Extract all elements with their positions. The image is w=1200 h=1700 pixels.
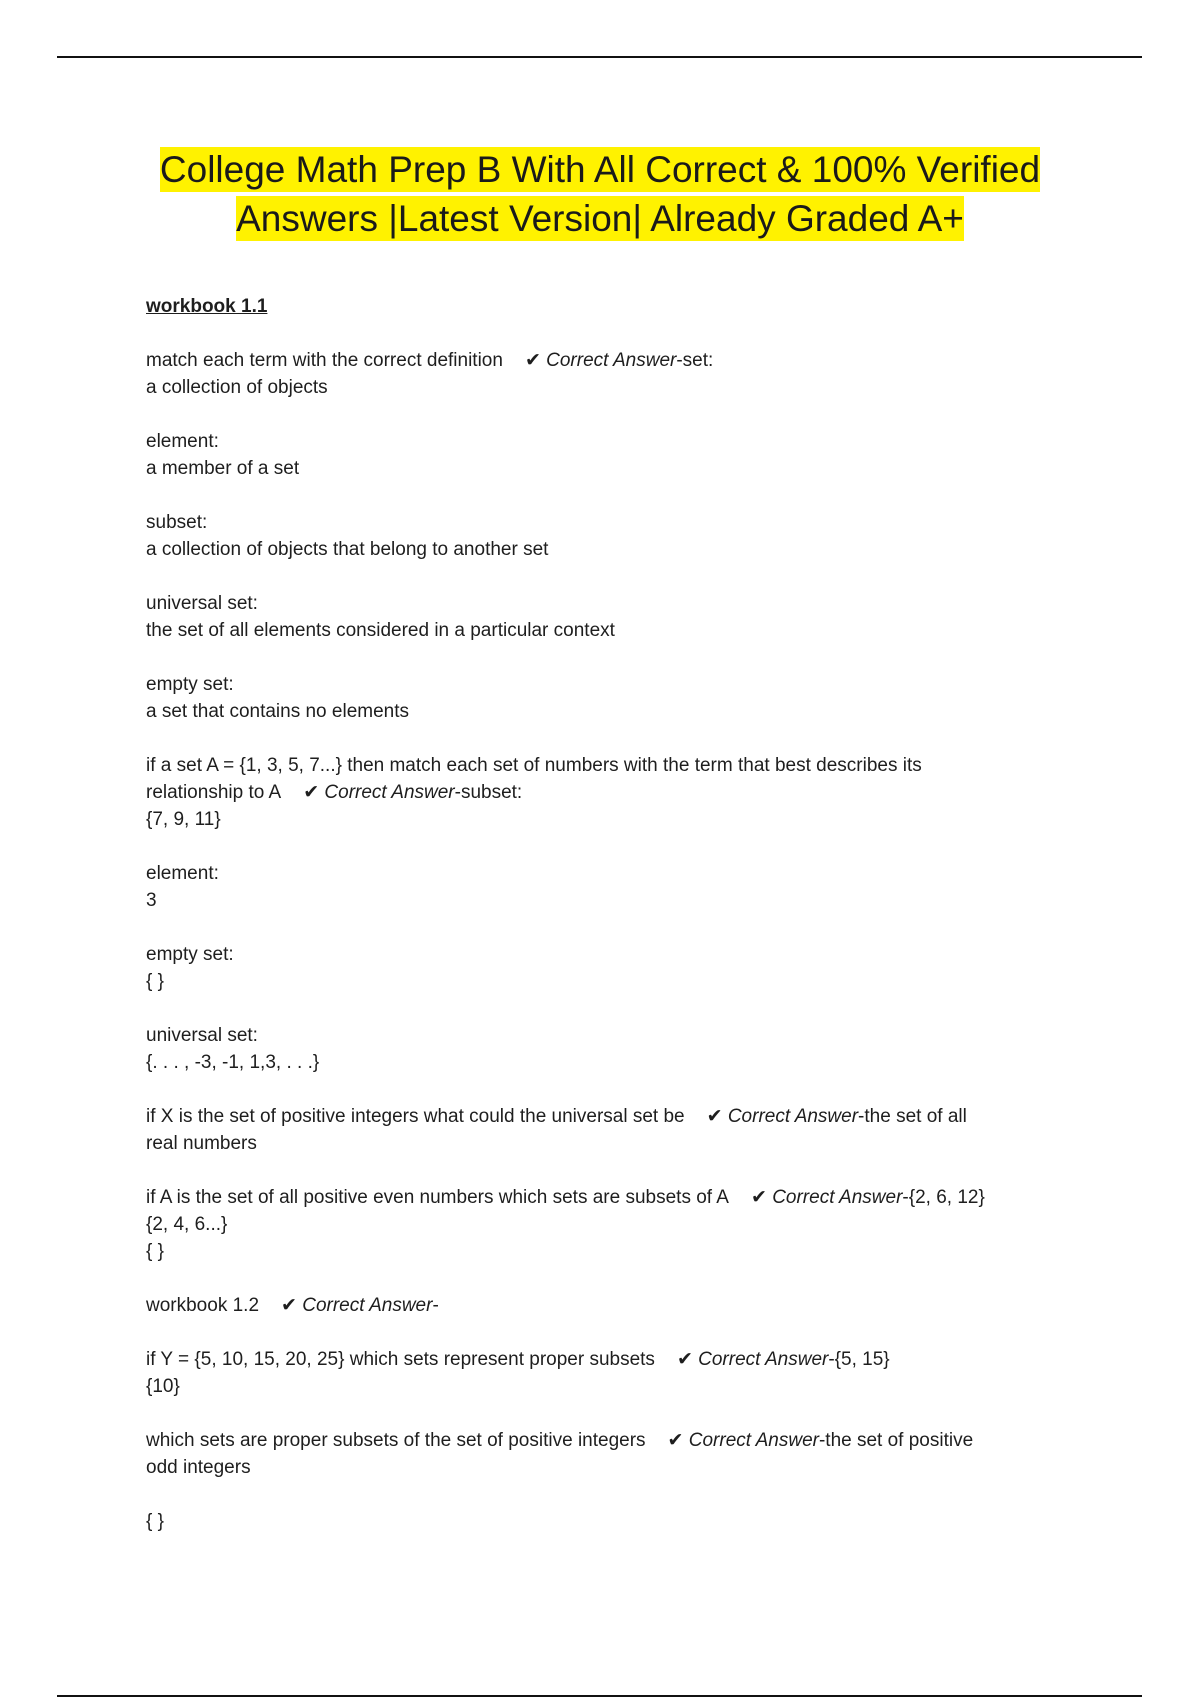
answer-line: {10} [146,1376,180,1397]
bottom-rule [57,1695,1142,1697]
answer-text: - [432,1295,439,1316]
checkmark-icon: ✔ [706,1106,723,1127]
title-line-2: Answers |Latest Version| Already Graded A+ [236,198,964,239]
question-text-cont: relationship to A [146,782,282,803]
answer-text: -the set of positive [818,1430,974,1451]
qa-block-1-term [146,671,1046,725]
trailing-line [146,1508,1046,1535]
answer-line: { } [146,1511,164,1532]
checkmark-icon: ✔ [750,1187,767,1208]
section-heading-text: workbook 1.1 [146,296,268,317]
title-line-1: College Math Prep B With All Correct & 100% Verified [159,149,1041,190]
answer-line: {2, 4, 6...} [146,1214,228,1235]
term-value: {. . . , -3, -1, 1,3, . . .} [146,1052,320,1073]
qa-block-5 [146,1292,1046,1319]
qa-block-2-term [146,860,1046,914]
term-value: 3 [146,890,157,911]
term-label: universal set: [146,1025,258,1046]
qa-block-2-term [146,1022,1046,1076]
answer-line: {7, 9, 11} [146,809,221,830]
answer-text: -set: [676,350,714,371]
term-definition: a member of a set [146,458,300,479]
checkmark-icon: ✔ [303,782,320,803]
term-label: empty set: [146,674,234,695]
correct-answer-label: Correct Answer [302,1295,433,1316]
checkmark-icon: ✔ [524,350,541,371]
question-text: which sets are proper subsets of the set of positive integers [146,1430,646,1451]
qa-block-2 [146,752,1046,833]
qa-block-4 [146,1184,1046,1265]
qa-block-2-term [146,941,1046,995]
answer-line: odd integers [146,1457,251,1478]
question-text: if A is the set of all positive even numbers which sets are subsets of A [146,1187,729,1208]
correct-answer-label: Correct Answer [698,1349,829,1370]
correct-answer-label: Correct Answer [688,1430,819,1451]
term-definition: a collection of objects that belong to another set [146,539,549,560]
term-label: element: [146,431,219,452]
question-text: if Y = {5, 10, 15, 20, 25} which sets represent proper subsets [146,1349,655,1370]
question-text: if X is the set of positive integers what could the universal set be [146,1106,685,1127]
qa-block-1-term [146,428,1046,482]
question-text: if a set A = {1, 3, 5, 7...} then match each set of numbers with the term that best describes its [146,755,922,776]
term-label: element: [146,863,219,884]
term-label: empty set: [146,944,234,965]
correct-answer-label: Correct Answer [727,1106,859,1127]
qa-block-1-term [146,590,1046,644]
term-value: { } [146,971,164,992]
answer-text: -{2, 6, 12} [902,1187,985,1208]
checkmark-icon: ✔ [667,1430,684,1451]
term-definition: the set of all elements considered in a particular context [146,620,615,641]
answer-line: { } [146,1241,164,1262]
checkmark-icon: ✔ [676,1349,693,1370]
checkmark-icon: ✔ [281,1295,297,1316]
answer-text: -the set of all [858,1106,967,1127]
correct-answer-label: Correct Answer [546,350,677,371]
qa-block-1 [146,347,1046,401]
term-label: universal set: [146,593,258,614]
correct-answer-label: Correct Answer [324,782,455,803]
question-text: workbook 1.2 [146,1295,260,1316]
section-heading [146,293,1046,320]
document-title [0,145,1200,243]
qa-block-6 [146,1346,1046,1400]
qa-block-7 [146,1427,1046,1481]
correct-answer-label: Correct Answer [772,1187,903,1208]
term-label: subset: [146,512,208,533]
answer-text: -subset: [454,782,523,803]
top-rule [57,56,1142,58]
answer-line: a collection of objects [146,377,328,398]
question-text: match each term with the correct definition [146,350,503,371]
qa-block-1-term [146,509,1046,563]
qa-block-3 [146,1103,1046,1157]
document-body [146,293,1046,1562]
answer-text: -{5, 15} [828,1349,890,1370]
answer-line: real numbers [146,1133,257,1154]
term-definition: a set that contains no elements [146,701,409,722]
